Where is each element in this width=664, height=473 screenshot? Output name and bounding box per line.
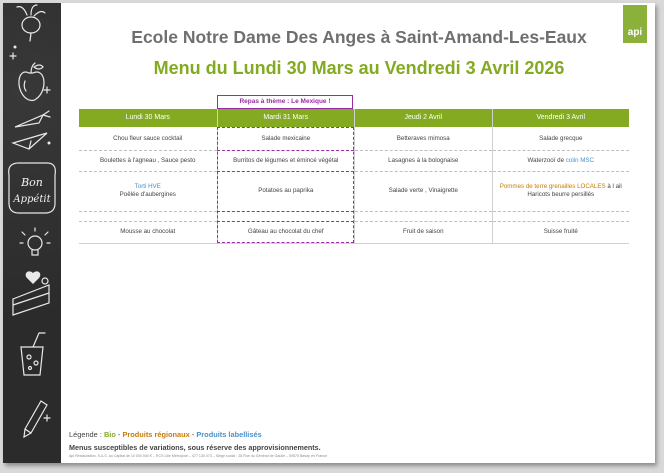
side-cell [218,171,355,211]
side-text: Poêlée d'aubergines [119,191,176,198]
dessert-cell [355,221,492,243]
main-text: Lasagnes à la bolognaise [388,156,459,164]
api-logo: api [623,5,647,43]
theme-badge: Repas à thème : Le Mexique ! [217,95,353,109]
day-header: Mardi 31 Mars [218,109,355,127]
legend-dash: - [115,430,123,439]
side-cell [355,171,492,211]
sparkle-icon [10,53,16,59]
side-regional: Pommes de terre grenailles LOCALES [499,183,606,190]
starter-text: Salade grecque [539,134,583,142]
period-title: Menu du Lundi 30 Mars au Vendredi 3 Avril 2026 [153,58,565,78]
legend-prefix: Légende : [69,430,102,439]
starter-text: Chou fleur sauce cocktail [113,134,183,142]
apple-icon [19,63,44,101]
day-column-friday [492,109,630,243]
starter-cell [493,127,630,150]
row-divider [79,211,217,212]
dessert-text: Fruit de saison [402,228,444,235]
pencil-icon [24,401,47,437]
dot-icon [14,46,17,49]
day-column-thursday [354,109,492,243]
school-title: Ecole Notre Dame Des Anges à Saint-Amand-Les-Eaux [131,27,587,47]
side-text: Salade verte , Vinaigrette [388,187,458,194]
main-labelled: colin MSC [565,156,594,164]
dessert-text: Gâteau au chocolat du chef [247,228,324,235]
carrot-icon [15,111,50,127]
day-header: Lundi 30 Mars [79,109,217,127]
sparkle-icon [44,415,50,421]
legend-dash: - [189,430,197,439]
main-cell [493,150,630,171]
day-column-tuesday [217,109,355,243]
day-column-monday [79,109,217,243]
slogan-line-2: Appétit [13,194,51,205]
theme-row-divider [217,171,354,172]
table-bottom-border [79,243,629,244]
main-prefix: Waterzooï de [527,156,565,164]
main-text [527,157,594,165]
dessert-cell [218,221,355,243]
main-cell [218,150,355,171]
dot-icon [48,142,51,145]
starter-cell [79,127,217,150]
main-text: Burritos de légumes et émincé végétal [233,156,339,164]
legend-bio: Bio [103,430,116,439]
day-header: Jeudi 2 Avril [355,109,492,127]
side-labelled-text: Torti HVE [134,183,161,190]
side-cell [79,171,217,211]
company-fineprint: Api Restauration, S.A.S. au Capital de 10 000 000 € – RCS Lille Métropole – 477 135 073 – Siège social : 28 Rue du Général de Gaulle – 59570 Bavay en France [69,454,328,458]
main-cell [79,150,217,171]
day-header: Vendredi 3 Avril [493,109,630,127]
dessert-text: Mousse au chocolat [120,228,176,235]
row-divider [355,211,492,212]
starter-cell [355,127,492,150]
side-text: Potatoes au paprika [258,187,314,194]
chalk-drawings [3,3,61,463]
sparkle-icon [44,87,50,93]
dessert-cell [79,221,217,243]
legend [69,430,262,439]
starter-cell [218,127,355,150]
drink-glass-icon [21,333,45,375]
legend-regional: Produits régionaux [122,430,190,439]
main-text: Boulettes à l'agneau , Sauce pesto [100,156,196,164]
light-bulb-icon [20,228,50,255]
menu-page [3,3,655,463]
heart-icon [26,271,41,284]
starter-text: Betteraves mimosa [396,134,450,142]
side-text [500,183,622,191]
starter-text: Salade mexicaine [261,134,311,142]
beet-icon [17,5,45,41]
theme-row-divider [217,150,354,151]
side-extra-text: Haricots beurre persillés [527,191,595,198]
availability-note: Menus susceptibles de variations, sous réserve des approvisionnements. [69,443,321,452]
main-cell [355,150,492,171]
side-suffix: à l ail [607,183,622,190]
menu-table [79,109,629,243]
cake-slice-icon [13,278,49,315]
theme-row-divider [217,211,354,212]
legend-labelled: Produits labellisés [196,430,262,439]
dessert-cell [493,221,630,243]
dessert-text: Suisse fruité [543,228,578,235]
slogan-line-1: Bon [21,176,43,189]
chalkboard-sidebar [3,3,61,463]
side-cell [493,171,630,211]
row-divider [493,211,630,212]
theme-row-divider [217,221,354,222]
paper-plane-icon [13,133,47,149]
